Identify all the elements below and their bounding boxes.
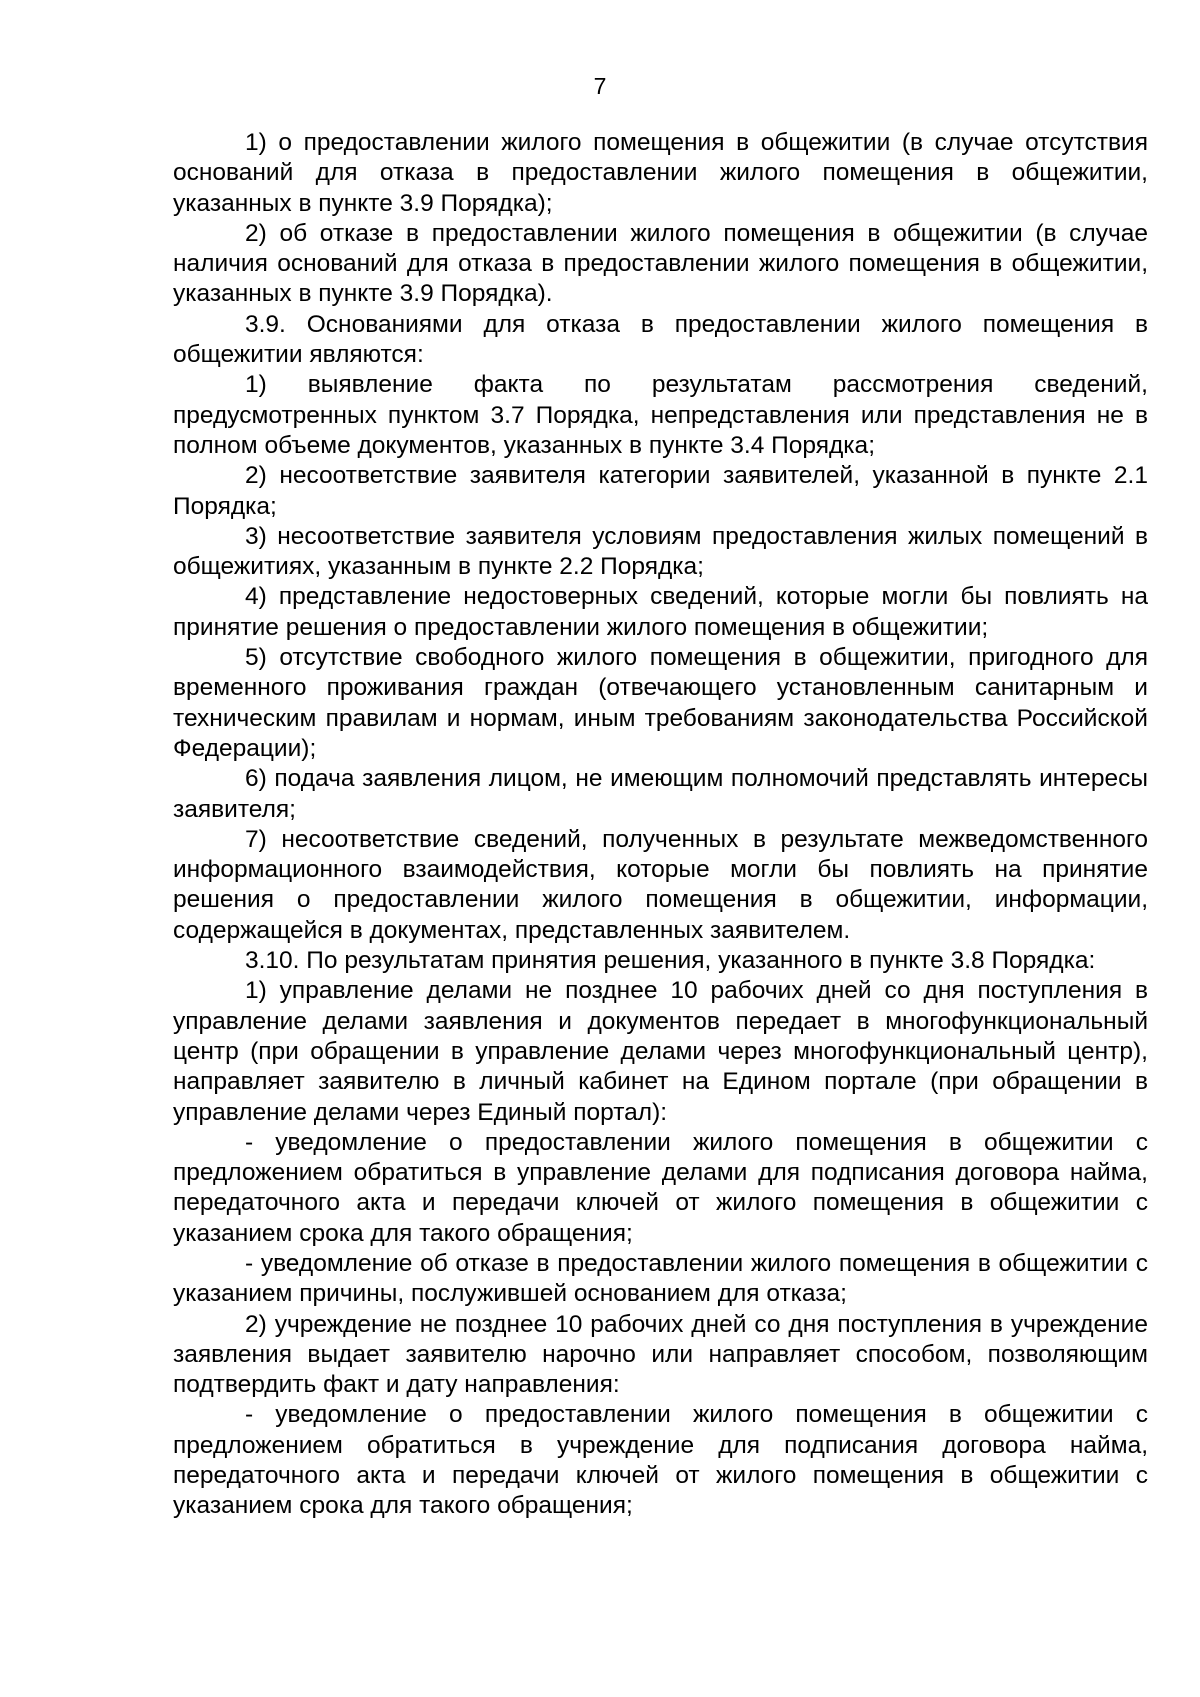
paragraph-decision-grant: 1) о предоставлении жилого помещения в общежитии (в случае отсутствия оснований для отказа в предоставлении жилого помещения в общежитии, указанных в пункте 3.9 Порядка); — [173, 129, 1148, 217]
paragraph-result-2: 2) учреждение не позднее 10 рабочих дней со дня поступления в учреждение заявления выдает заявителю нарочно или направляет способом, позволяющим подтвердить факт и дату направления: — [173, 1310, 1148, 1399]
paragraph-ground-4: 4) представление недостоверных сведений, которые могли бы повлиять на принятие решения о предоставлении жилого помещения в общежитии; — [173, 583, 1148, 641]
paragraph-decision-refuse: 2) об отказе в предоставлении жилого помещения в общежитии (в случае наличия оснований для отказа в предоставлении жилого помещения в общежитии, указанных в пункте 3.9 Порядка). — [173, 219, 1148, 308]
paragraph-section-3-9: 3.9. Основаниями для отказа в предоставлении жилого помещения в общежитии являются: — [173, 310, 1148, 369]
paragraph-ground-7: 7) несоответствие сведений, полученных в результате межведомственного информационного взаимодействия, которые могли бы повлиять на принятие решения о предоставлении жилого помещения в общежитии, информации, содержащейся в документах, представленных заявителем. — [173, 825, 1148, 944]
paragraph-ground-3: 3) несоответствие заявителя условиям предоставления жилых помещений в общежитиях, указанным в пункте 2.2 Порядка; — [173, 522, 1148, 581]
document-body — [173, 128, 1148, 1522]
paragraph-notice-grant-management: - уведомление о предоставлении жилого помещения в общежитии с предложением обратиться в управление делами для подписания договора найма, передаточного акта и передачи ключей от жилого помещения в общежитии с указанием срока для такого обращения; — [173, 1128, 1148, 1247]
paragraph-ground-5: 5) отсутствие свободного жилого помещения в общежитии, пригодного для временного проживания граждан (отвечающего установленным санитарным и техническим правилам и нормам, иным требованиям законодательства Российской Федерации); — [173, 644, 1148, 762]
paragraph-section-3-10: 3.10. По результатам принятия решения, указанного в пункте 3.8 Порядка: — [245, 947, 1096, 975]
paragraph-ground-2: 2) несоответствие заявителя категории заявителей, указанной в пункте 2.1 Порядка; — [173, 462, 1148, 520]
page-number: 7 — [593, 73, 607, 99]
paragraph-result-1: 1) управление делами не позднее 10 рабочих дней со дня поступления в управление делами заявления и документов передает в многофункциональный центр (при обращении в управление делами через многофункциональный центр), направляет заявителю в личный кабинет на Едином портале (при обращении в управление делами через Единый портал): — [173, 977, 1148, 1126]
paragraph-notice-grant-institution: - уведомление о предоставлении жилого помещения в общежитии с предложением обратиться в учреждение для подписания договора найма, передаточного акта и передачи ключей от жилого помещения в общежитии с указанием срока для такого обращения; — [173, 1401, 1148, 1520]
paragraph-notice-refuse-management: - уведомление об отказе в предоставлении жилого помещения в общежитии с указанием причины, послужившей основанием для отказа; — [173, 1249, 1148, 1308]
paragraph-ground-6: 6) подача заявления лицом, не имеющим полномочий представлять интересы заявителя; — [173, 765, 1148, 823]
paragraph-ground-1: 1) выявление факта по результатам рассмотрения сведений, предусмотренных пунктом 3.7 Порядка, непредставления или представления не в полном объеме документов, указанных в пункте 3.4 Порядка; — [173, 371, 1148, 459]
